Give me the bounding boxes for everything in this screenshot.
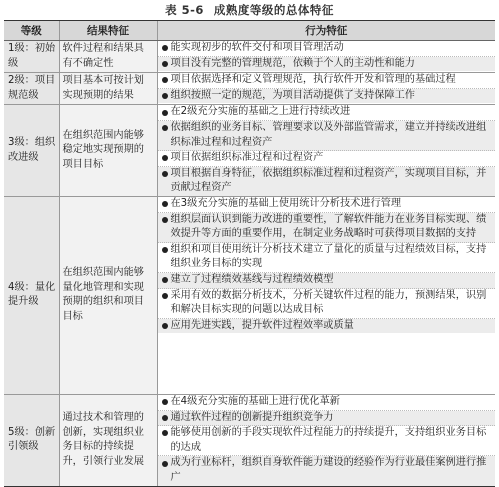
- behavior-text: 组织和项目使用统计分析技术建立了量化的质量与过程绩效目标，支持组织业务目标的实现: [170, 243, 487, 270]
- bullet-icon: [160, 57, 171, 72]
- behavior-text: 应用先进实践，提升软件过程效率或质量: [170, 319, 354, 331]
- behavior-cell: [157, 73, 495, 105]
- behavior-cell: [157, 41, 495, 73]
- header-level: 等级: [4, 21, 59, 41]
- table-title: [0, 0, 499, 20]
- behavior-text: 能实现初步的软件交付和项目管理活动: [170, 42, 344, 53]
- bullet-icon: [160, 456, 171, 471]
- bullet-icon: [160, 213, 171, 228]
- level-cell: 2级：项目规范级: [4, 73, 59, 105]
- behavior-item: [158, 243, 496, 273]
- maturity-table: [4, 20, 495, 487]
- behavior-text: 在2级充分实施的基础之上进行持续改进: [170, 106, 351, 118]
- behavior-text: 项目没有完整的管理规范，依赖于个人的主动性和能力: [170, 57, 415, 69]
- bullet-icon: [160, 411, 171, 426]
- behavior-item: [158, 319, 496, 334]
- bullet-icon: [160, 273, 171, 288]
- bullet-icon: [160, 289, 171, 304]
- bullet-icon: [160, 243, 171, 258]
- bullet-icon: [160, 151, 171, 166]
- table-row: [4, 73, 495, 105]
- result-cell: 在组织范围内能够稳定地实现预期的项目目标: [59, 105, 157, 197]
- behavior-item: [158, 456, 496, 485]
- behavior-item: [158, 197, 496, 213]
- behavior-text: 项目依据选择和定义管理规范，执行软件开发和管理的基础过程: [170, 74, 456, 86]
- table-title-text: 成熟度等级的总体特征: [213, 3, 334, 17]
- behavior-item: [158, 289, 496, 319]
- level-cell: 3级：组织改进级: [4, 105, 59, 197]
- bullet-icon: [160, 395, 171, 410]
- table-row: [4, 196, 495, 394]
- behavior-item: [158, 41, 496, 57]
- behavior-item: [158, 213, 496, 243]
- behavior-text: 建立了过程绩效基线与过程绩效模型: [170, 273, 334, 285]
- behavior-item: [158, 395, 496, 411]
- behavior-text: 组织按照一定的规范，为项目活动提供了支持保障工作: [170, 89, 415, 101]
- behavior-item: [158, 426, 496, 456]
- behavior-item: [158, 73, 496, 89]
- header-result: 结果特征: [59, 21, 157, 41]
- behavior-item: [158, 273, 496, 289]
- bullet-icon: [160, 105, 171, 120]
- result-cell: 软件过程和结果具有不确定性: [59, 41, 157, 73]
- bullet-icon: [160, 319, 171, 334]
- table-body: [4, 41, 495, 487]
- table-number: 表 5-6: [165, 3, 204, 17]
- header-row: [4, 21, 495, 41]
- table-row: [4, 41, 495, 73]
- bullet-icon: [160, 121, 171, 136]
- result-cell: 在组织范围内能够量化地管理和实现预期的组织和项目目标: [59, 196, 157, 394]
- behavior-text: 采用有效的数据分析技术，分析关键软件过程的能力，预测结果，识别和解决目标实现的问题以达成目标: [170, 289, 487, 316]
- bullet-icon: [160, 89, 171, 104]
- level-cell: 1级：初始级: [4, 41, 59, 73]
- behavior-text: 项目依据组织标准过程和过程资产: [170, 152, 324, 164]
- behavior-item: [158, 411, 496, 427]
- behavior-item: [158, 121, 496, 151]
- bullet-icon: [160, 426, 171, 441]
- behavior-text: 通过软件过程的创新提升组织竞争力: [170, 411, 334, 423]
- behavior-cell: [157, 105, 495, 197]
- bullet-icon: [160, 167, 171, 182]
- behavior-item: [158, 57, 496, 72]
- bullet-icon: [160, 41, 171, 56]
- behavior-cell: [157, 394, 495, 486]
- table-row: [4, 105, 495, 197]
- behavior-text: 项目根据自身特征，依据组织标准过程和过程资产，实现项目目标，并贡献过程资产: [170, 167, 487, 194]
- result-cell: 项目基本可按计划实现预期的结果: [59, 73, 157, 105]
- behavior-item: [158, 167, 496, 196]
- behavior-text: 在4级充分实施的基础上进行优化革新: [170, 395, 340, 407]
- behavior-text: 成为行业标杆，组织自身软件能力建设的经验作为行业最佳案例进行推广: [170, 457, 487, 483]
- behavior-item: [158, 89, 496, 104]
- behavior-text: 在3级充分实施的基础上使用统计分析技术进行管理: [170, 197, 402, 209]
- behavior-cell: [157, 196, 495, 394]
- bullet-icon: [160, 73, 171, 88]
- result-cell: 通过技术和管理的创新，实现组织业务目标的持续提升，引领行业发展: [59, 394, 157, 486]
- header-behavior: 行为特征: [157, 21, 495, 41]
- level-cell: 4级：量化提升级: [4, 196, 59, 394]
- behavior-text: 依据组织的业务目标、管理要求以及外部监管需求，建立并持续改进组织标准过程和过程资产: [170, 121, 487, 148]
- behavior-item: [158, 151, 496, 167]
- bullet-icon: [160, 197, 171, 212]
- behavior-item: [158, 105, 496, 121]
- level-cell: 5级：创新引领级: [4, 394, 59, 486]
- table-row: [4, 394, 495, 486]
- behavior-text: 能够使用创新的手段实现软件过程能力的持续提升，支持组织业务目标的达成: [170, 427, 487, 453]
- behavior-text: 组织层面认识到能力改进的重要性，了解软件能力在业务目标实现、绩效提升等方面的重要作用，在制定业务战略时可获得项目数据的支持: [170, 213, 487, 240]
